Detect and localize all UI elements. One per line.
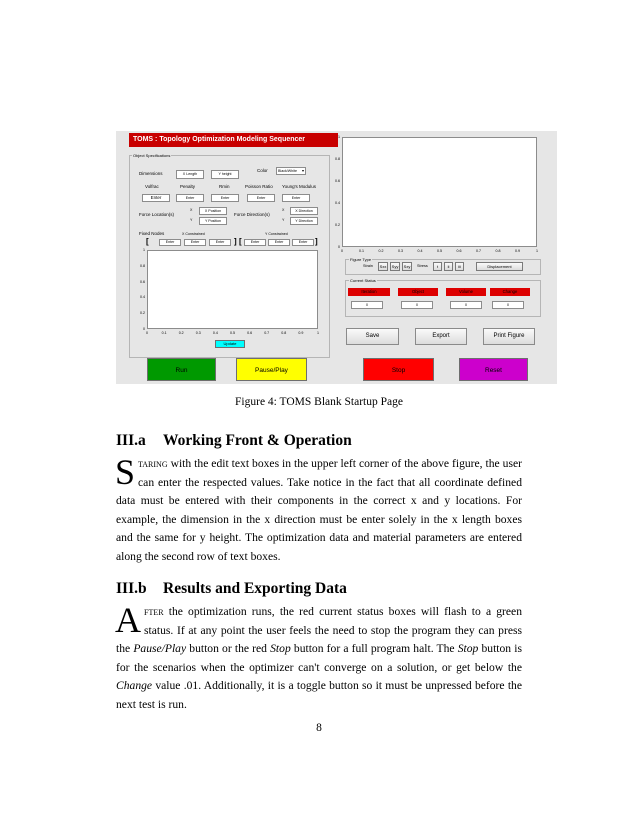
stress-button-1[interactable]: t: [433, 262, 442, 271]
x-tick-label: 0.2: [378, 249, 384, 253]
section-heading-iii-a: [116, 432, 352, 450]
y-direction-input[interactable]: Y Direction: [290, 217, 318, 225]
x-tick-label: 0: [146, 331, 148, 335]
x-tick-label: 0.8: [495, 249, 501, 253]
section-number: III.a: [116, 432, 146, 449]
reset-button[interactable]: Reset: [459, 358, 528, 381]
x-tick-label: 0: [341, 249, 343, 253]
chevron-down-icon: ▾: [301, 168, 304, 173]
force-location-y-letter: Y: [190, 218, 193, 222]
force-location-label: Force Location(s): [139, 212, 175, 217]
syy-button[interactable]: Syy: [391, 264, 399, 269]
change-status-label: Change: [490, 288, 530, 296]
object-status-value: 0: [401, 301, 433, 309]
section-a-lead-word: taring: [138, 457, 168, 470]
section-title: Working Front & Operation: [163, 432, 352, 449]
design-preview-plot: [147, 250, 318, 329]
fixed-y-input-1[interactable]: Enter: [244, 239, 266, 246]
y-tick-label: 0.4: [140, 295, 145, 300]
x-length-input[interactable]: X Length: [176, 170, 204, 179]
iteration-status-label: Iteration: [348, 288, 390, 296]
force-location-x-letter: X: [190, 208, 193, 212]
section-b-paragraph: [115, 600, 522, 715]
section-title: Results and Exporting Data: [163, 580, 347, 597]
stress-button-2[interactable]: ii: [444, 262, 453, 271]
x-tick-label: 0.3: [195, 331, 201, 335]
toms-gui-screenshot: [116, 131, 557, 384]
x-tick-label: 1: [317, 331, 319, 335]
section-b-lead-word: fter: [144, 605, 164, 618]
pause-play-reference: Pause/Play: [133, 642, 187, 656]
displacement-button[interactable]: Displacement: [476, 262, 523, 271]
y-position-input[interactable]: Y Position: [199, 217, 227, 225]
force-direction-y-letter: Y: [282, 218, 285, 222]
poisson-ratio-input[interactable]: Enter: [247, 194, 275, 202]
app-title-banner: TOMS : Topology Optimization Modeling Sequencer: [129, 133, 338, 147]
x-tick-label: 0.7: [476, 249, 481, 253]
x-fixed-open-bracket: [: [146, 237, 149, 246]
strain-label: Strain: [363, 264, 373, 268]
figure-type-title: Figure Type: [350, 257, 372, 262]
run-button[interactable]: Run: [147, 358, 216, 381]
results-plot: [342, 137, 537, 247]
x-tick-label: 0.1: [161, 331, 167, 335]
iteration-status-value: 0: [351, 301, 383, 309]
color-select[interactable]: [276, 167, 306, 175]
youngs-modulus-input[interactable]: Enter: [282, 194, 310, 202]
pause-play-button[interactable]: Pause/Play: [236, 358, 307, 381]
section-b-text-3: button for a full program halt. The: [290, 642, 458, 656]
section-b-text-2: button or the red: [186, 642, 271, 656]
rmin-label: Rmin: [219, 184, 230, 189]
save-button[interactable]: Save: [346, 328, 399, 345]
page-number: 8: [316, 722, 322, 734]
section-a-paragraph: [115, 452, 522, 567]
current-status-panel: [345, 280, 541, 317]
x-tick-label: 0.8: [281, 331, 287, 335]
section-number: III.b: [116, 580, 147, 597]
x-constrained-label: X Constrained: [182, 232, 205, 236]
change-status-value: 0: [492, 301, 524, 309]
x-tick-label: 0.6: [247, 331, 253, 335]
x-tick-label: 0.9: [298, 331, 304, 335]
stress-button-3[interactable]: iii: [455, 262, 464, 271]
x-tick-label: 0.1: [359, 249, 364, 253]
x-tick-label: 0.4: [417, 249, 423, 253]
y-tick-label: 0.8: [140, 263, 145, 268]
x-tick-label: 0.7: [264, 331, 270, 335]
x-direction-input[interactable]: X Direction: [290, 207, 318, 215]
x-position-input[interactable]: X Position: [199, 207, 227, 215]
fixed-x-input-3[interactable]: Enter: [209, 239, 231, 246]
x-tick-label: 1: [536, 249, 538, 253]
x-tick-label: 0.4: [212, 331, 218, 335]
fixed-x-input-2[interactable]: Enter: [184, 239, 206, 246]
stress-label: Stress: [417, 264, 428, 268]
section-a-body: with the edit text boxes in the upper left corner of the above figure, the user can enter the respected values. Take notice in the fact that all coordinate defined data must be entered with their components in the correct x and y locations. For example, the dimension in the x direction must be enter solely in the x length boxes and the same for y height. The optimization data and material parameters are entered along the second row of text boxes.: [116, 457, 522, 563]
fixed-y-input-3[interactable]: Enter: [292, 239, 314, 246]
stop-reference-2: Stop: [457, 642, 479, 656]
volfrac-label: Volfrac: [145, 184, 159, 189]
y-tick-label: 0: [338, 245, 340, 249]
figure-caption: Figure 4: TOMS Blank Startup Page: [235, 396, 403, 408]
current-status-title: Current Status: [350, 278, 376, 283]
y-tick-label: 0.8: [335, 157, 340, 161]
color-label: Color: [257, 168, 268, 173]
y-tick-label: 1: [143, 248, 145, 252]
color-select-value: Black/White: [278, 169, 297, 173]
y-tick-label: 0: [143, 327, 145, 331]
rmin-input[interactable]: Enter: [211, 194, 239, 202]
penalty-input[interactable]: Enter: [176, 194, 204, 202]
volume-status-value: 0: [450, 301, 482, 309]
volfrac-input[interactable]: Enter: [142, 194, 170, 202]
youngs-modulus-label: Young's Modulus: [282, 184, 316, 189]
y-tick-label: 0.2: [140, 311, 145, 316]
section-b-text-1: the optimization runs, the red current status boxes will flash to a green status. If at any point the user feels the need to stop the program they can press the: [116, 605, 522, 656]
change-reference: Change: [116, 679, 153, 693]
volume-status-label: Volume: [446, 288, 486, 296]
y-tick-label: 0.6: [140, 279, 145, 284]
force-direction-x-letter: X: [282, 208, 285, 212]
penalty-label: Penalty: [180, 184, 196, 189]
section-b-text-4: button is for the scenarios when the optimizer can't converge on a solution, or get below the: [116, 642, 522, 674]
print-figure-button[interactable]: Print Figure: [483, 328, 535, 345]
force-direction-label: Force Direction(s): [234, 212, 270, 217]
x-tick-label: 0.9: [515, 249, 520, 253]
stop-button[interactable]: Stop: [363, 358, 434, 381]
sxy-button[interactable]: Sxy: [403, 264, 411, 269]
x-tick-label: 0.5: [437, 249, 442, 253]
y-tick-label: 0.2: [335, 223, 340, 227]
y-tick-label: 0.4: [335, 201, 340, 205]
y-tick-label: 1: [338, 135, 340, 139]
y-fixed-close-bracket: ]: [315, 237, 318, 246]
fixed-x-input-1[interactable]: Enter: [159, 239, 181, 246]
dropcap-a: A: [115, 600, 141, 640]
y-fixed-open-bracket: [: [239, 237, 242, 246]
y-height-input[interactable]: Y height: [211, 170, 239, 179]
export-button[interactable]: Export: [415, 328, 467, 345]
object-specifications-title: Object Specifications: [133, 153, 171, 158]
dropcap-s: S: [115, 452, 136, 492]
x-fixed-close-bracket: ]: [234, 237, 237, 246]
y-tick-label: 0.6: [335, 179, 340, 183]
fixed-nodes-label: Fixed Nodes: [139, 231, 165, 236]
x-tick-label: 0.5: [230, 331, 235, 335]
x-tick-label: 0.6: [456, 249, 462, 253]
object-status-label: Object: [398, 288, 438, 296]
section-heading-iii-b: [116, 580, 347, 598]
x-tick-label: 0.2: [178, 331, 184, 335]
section-b-text-5: value .01. Additionally, it is a toggle button so it must be unpressed before the next test is run.: [116, 679, 522, 711]
sxx-button[interactable]: Sxx: [379, 264, 387, 269]
poisson-ratio-label: Poisson Ratio: [245, 184, 273, 189]
y-constrained-label: Y Constrained: [265, 232, 288, 236]
fixed-y-input-2[interactable]: Enter: [268, 239, 290, 246]
update-button[interactable]: Update: [215, 340, 245, 348]
x-tick-label: 0.3: [398, 249, 403, 253]
stop-reference-1: Stop: [270, 642, 291, 656]
dimensions-label: Dimensions: [139, 171, 163, 176]
